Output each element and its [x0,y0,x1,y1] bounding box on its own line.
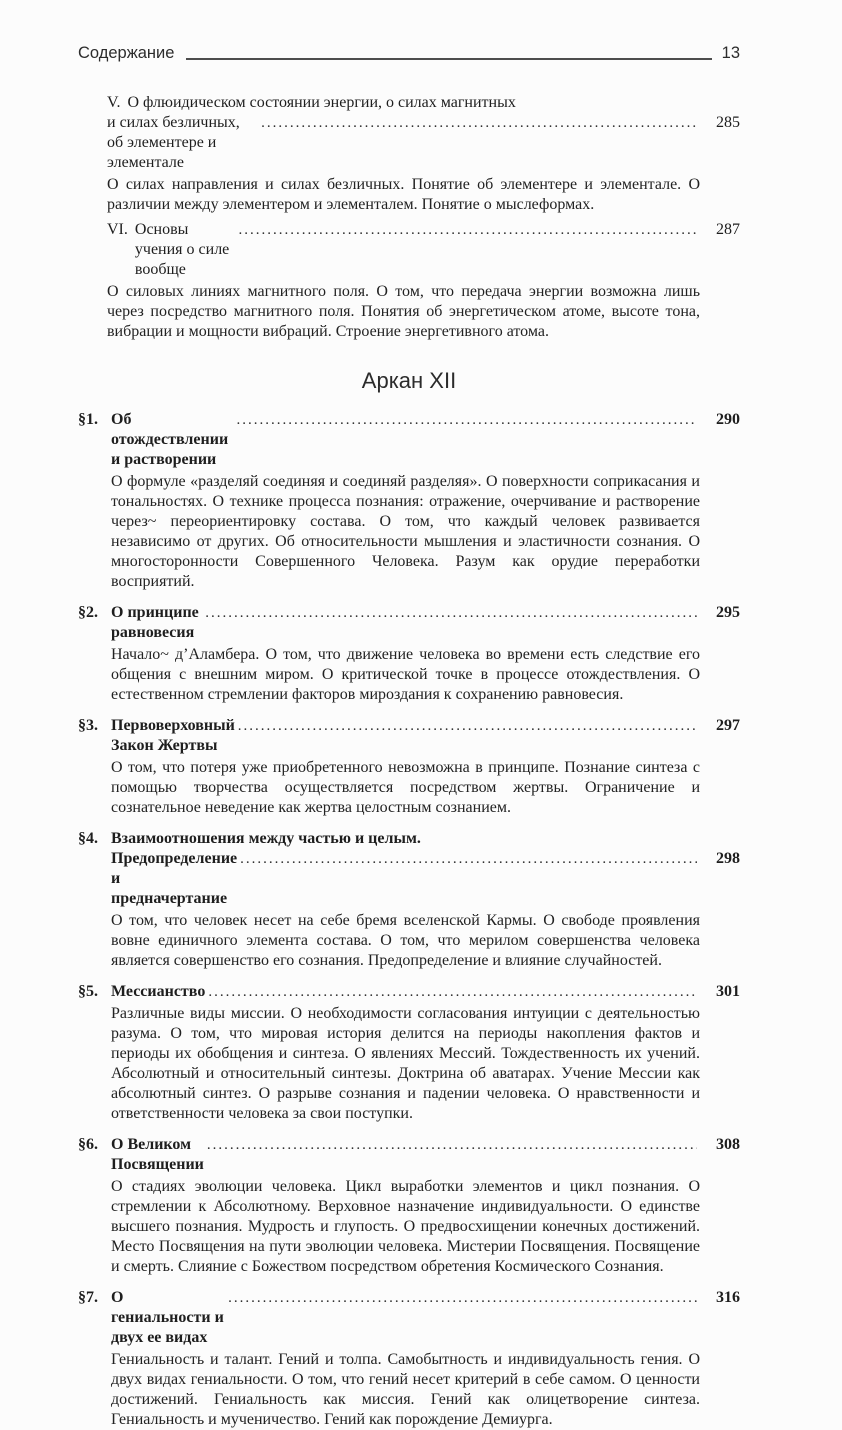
entry-page-number: 285 [716,114,740,131]
entry-title: О гениальности и двух ее видах [111,1289,224,1346]
entry-title: Основы учения о силе вообще [134,221,230,278]
entry-description: Различные виды миссии. О необходимости согласования интуиции с деятельностью разума. О том, что мировая история делится на периоды накопления фактов и периоды их обобщения и синтеза. О явлениях Мессий. Тождественность их учений. Абсолютный и относительный синтезы. Доктрина об аватарах. Учение Мессии как абсолютный синтез. О разрыве сознания и падении человека. О нравственности и ответственности человека за свои поступки. [111,1005,700,1122]
toc-entry [107,220,740,342]
entry-title: Взаимоотношения между частью и целым. [111,830,421,847]
entry-label: §3. [78,717,98,734]
entry-title: и силах безличных, об элементере и элементале [107,114,240,171]
entry-page-number: 290 [716,411,740,428]
entry-title-row [111,829,740,849]
entry-page-number: 308 [716,1136,740,1153]
entry-page-number: 297 [716,717,740,734]
arcan-sections-list [78,410,740,1430]
entry-description: О силах направления и силах безличных. Понятие об элементере и элементале. О различии между элементером и элементалем. Понятие о мыслеформах. [107,176,700,213]
dots-leader [239,220,698,240]
entry-page-number: 295 [716,604,740,621]
toc-entry [78,1135,740,1277]
dots-leader [238,716,697,736]
toc-entry [78,716,740,818]
toc-entry [78,982,740,1124]
dots-leader [208,982,697,1002]
toc-entry [78,410,740,592]
toc-entry [78,603,740,705]
entry-label: §4. [78,830,98,847]
entry-description: О силовых линиях магнитного поля. О том, что передача энергии возможна лишь через посредство магнитного поля. Понятия об энергетическом атоме, высоте тона, вибрации и мощности вибраций. Строение энергетивного атома. [107,283,700,340]
entry-title-row [111,849,740,909]
entry-title-row [111,1135,740,1175]
entry-title-row [107,220,740,280]
toc-entry [78,829,740,971]
entry-page-number: 316 [716,1289,740,1306]
dots-leader [228,1288,697,1308]
running-title: Содержание [78,44,175,62]
entry-label: V. [107,94,121,111]
header-page-number: 13 [721,44,740,62]
entry-title-row [107,113,740,173]
entry-title: О принципе равновесия [111,604,199,641]
dots-leader [261,113,697,133]
entry-page-number: 298 [716,850,740,867]
entry-title-row [111,982,740,1002]
entry-title-row [111,716,740,756]
header-rule [186,57,711,60]
entry-description: О стадиях эволюции человека. Цикл выработки элементов и цикл познания. О стремлении к Абсолютному. Верховное назначение индивидуальности. О единстве высшего познания. Мудрость и глупость. О предвосхищении конечных достижений. Место Посвящения на пути эволюции человека. Мистерии Посвящения. Посвящение и смерть. Слияние с Божеством посредством обретения Космического Сознания. [111,1178,700,1275]
entry-title: Об отождествлении и растворении [111,411,229,468]
toc-entry [107,93,740,215]
page-header [78,44,740,63]
toc-entry [78,1288,740,1430]
part-heading: Аркан XII [361,368,457,393]
entry-label: §1. [78,411,98,428]
dots-leader [237,410,697,430]
entry-title-row [107,93,740,113]
entry-description: Гениальность и талант. Гений и толпа. Самобытность и индивидуальность гения. О двух видах гениальности. О том, что гений несет критерий в себе самом. О ценности достижений. Гениальность как миссия. Гений как олицетворение синтеза. Гениальность и мученичество. Гений как порождение Демиурга. [111,1351,700,1428]
entry-label: §5. [78,983,98,1000]
entry-label: §7. [78,1289,98,1306]
entry-title: Предопределение и предначертание [111,850,238,907]
entry-title-row [111,1288,740,1348]
dots-leader [205,603,697,623]
entry-description: О том, что человек несет на себе бремя вселенской Кармы. О свободе проявления вовне единичного элемента состава. О том, что мерилом совершенства человека является совершенство его сознания. Предопределение и влияние случайностей. [111,912,700,969]
entry-title: Первоверховный Закон Жертвы [111,717,235,754]
entry-label: §6. [78,1136,98,1153]
entry-label: §2. [78,604,98,621]
entry-title-row [111,410,740,470]
entry-title: О Великом Посвящении [111,1136,204,1173]
dots-leader [240,849,697,869]
front-sections-list [78,93,740,342]
entry-page-number: 301 [716,983,740,1000]
entry-title-row [111,603,740,643]
dots-leader [207,1135,697,1155]
entry-label: VI. [107,221,128,238]
entry-title: О флюидическом состоянии энергии, о силах магнитных [127,94,516,111]
entry-title: Мессианство [111,983,206,1000]
entry-description: О том, что потеря уже приобретенного невозможна в принципе. Познание синтеза с помощью творчества осуществляется посредством жертвы. Ограничение и сознательное неведение как жертва целостным сознанием. [111,759,700,816]
entry-description: О формуле «разделяй соединяя и соединяй разделяя». О поверхности соприкасания и тональностях. О технике процесса познания: отражение, очерчивание и растворение через~ переориентировку состава. О том, что каждый человек развивается независимо от других. Об относительности мышления и эластичности сознания. О многосторонности Совершенного Человека. Разум как орудие переработки восприятий. [111,473,700,590]
entry-description: Начало~ д’Аламбера. О том, что движение человека во времени есть следствие его общения с внешним миром. О критической точке в процессе отождествления. О естественном стремлении факторов мироздания к сохранению равновесия. [111,646,700,703]
entry-page-number: 287 [716,221,740,238]
